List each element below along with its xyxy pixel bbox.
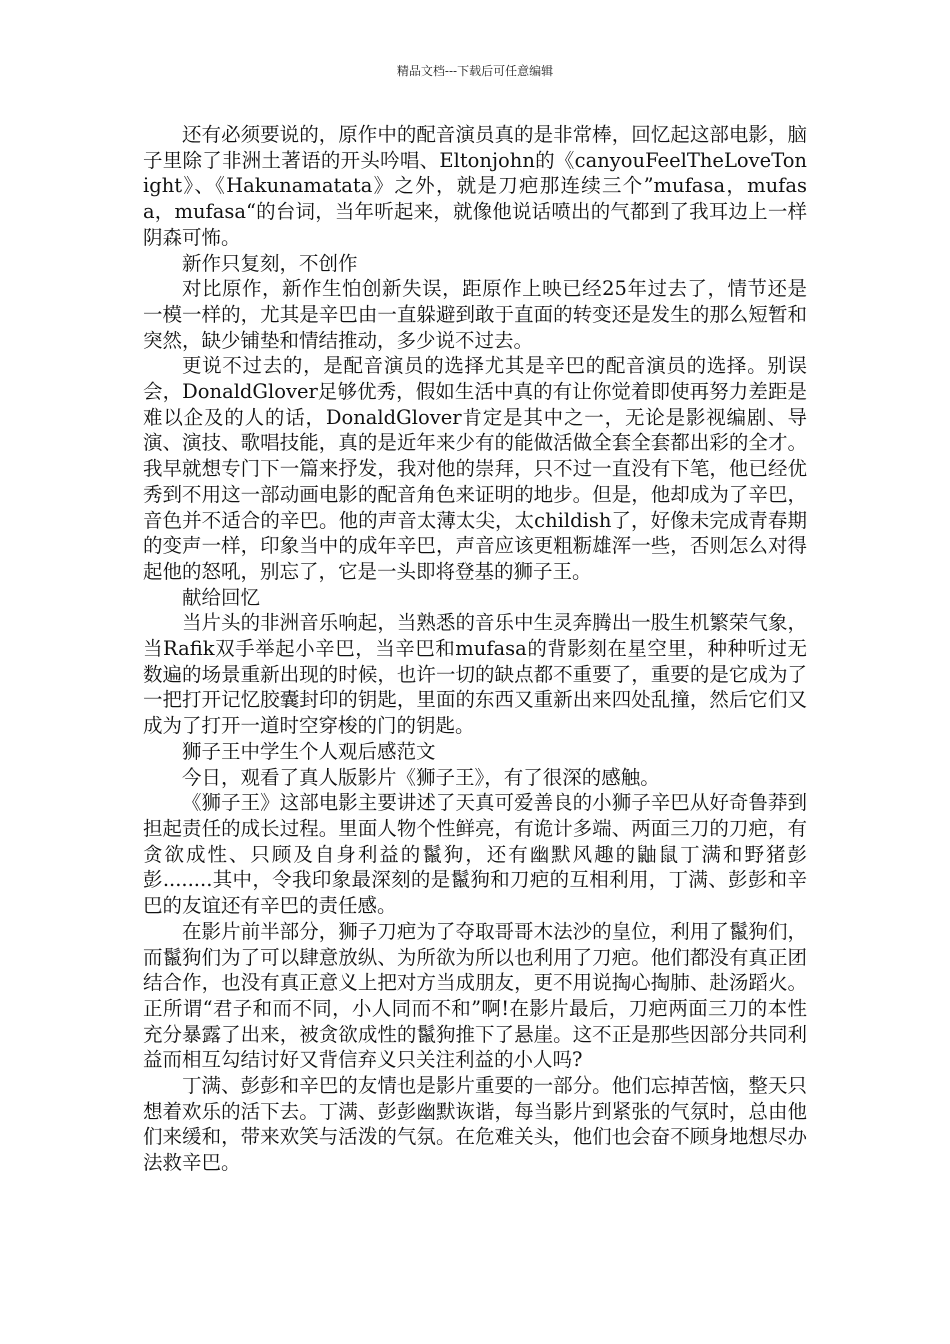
- paragraph-intro: 今日，观看了真人版影片《狮子王》，有了很深的感触。: [182, 765, 660, 789]
- paragraph-voice-actors: 还有必须要说的，原作中的配音演员真的是非常棒，回忆起这部电影，脑子里除了非洲土著语的开头吟唱、Eltonjohn的《canyouFeelTheLoveTonight》、《Hakunamatata》之外，就是刀疤那连续三个”mufasa，mufasa，mufasa“的台词，当年听起来，就像他说话喷出的气都到了我耳边上一样阴森可怖。: [143, 123, 807, 249]
- section-heading-memories: 献给回忆: [182, 585, 261, 609]
- paragraph-casting: 更说不过去的，是配音演员的选择尤其是辛巴的配音演员的选择。别误会，DonaldGlover足够优秀，假如生活中真的有让你觉着即使再努力差距是难以企及的人的话，DonaldGlover肯定是其中之一，无论是影视编剧、导演、演技、歌唱技能，真的是近年来少有的能做活做全套全套都出彩的全才。我早就想专门下一篇来抒发，我对他的崇拜，只不过一直没有下笔，他已经优秀到不用这一部动画电影的配音角色来证明的地步。但是，他却成为了辛巴，音色并不适合的辛巴。他的声音太薄太尖，太childish了，好像未完成青春期的变声一样，印象当中的成年辛巴，声音应该更粗粝雄浑一些，否则怎么对得起他的怒吼，别忘了，它是一头即将登基的狮子王。: [143, 354, 807, 583]
- paragraph-friendship: 丁满、彭彭和辛巴的友情也是影片重要的一部分。他们忘掉苦恼，整天只想着欢乐的活下去。丁满、彭彭幽默诙谐，每当影片到紧张的气氛时，总由他们来缓和，带来欢笑与活泼的气氛。在危难关头，他们也会奋不顾身地想尽办法救辛巴。: [143, 1074, 807, 1175]
- paragraph-comparison: 对比原作，新作生怕创新失误，距原作上映已经25年过去了，情节还是一模一样的，尤其是辛巴由一直躲避到敢于直面的转变还是发生的那么短暂和突然，缺少铺垫和情结推动，多少说不过去。: [143, 277, 807, 352]
- paragraph-hyenas-scar: 在影片前半部分，狮子刀疤为了夺取哥哥木法沙的皇位，利用了鬣狗们，而鬣狗们为了可以肆意放纵、为所欲为所以也利用了刀疤。他们都没有真正团结合作，也没有真正意义上把对方当成朋友，更不用说掏心掏肺、赴汤蹈火。正所谓“君子和而不同，小人同而不和”啊!在影片最后，刀疤两面三刀的本性充分暴露了出来，被贪欲成性的鬣狗推下了悬崖。这不正是那些因部分共同利益而相互勾结讨好又背信弃义只关注利益的小人吗?: [143, 919, 807, 1072]
- page-header: 精品文档---下载后可任意编辑: [396, 64, 554, 78]
- section-heading-essay: 狮子王中学生个人观后感范文: [182, 739, 436, 763]
- document-body: [143, 122, 807, 1176]
- paragraph-memories: 当片头的非洲音乐响起，当熟悉的音乐中生灵奔腾出一股生机繁荣气象，当Rafik双手举起小辛巴，当辛巴和mufasa的背影刻在星空里，种种听过无数遍的场景重新出现的时候，也许一切的缺点都不重要了，重要的是它成为了一把打开记忆胶囊封印的钥匙，里面的东西又重新出来四处乱撞，然后它们又成为了打开一道时空穿梭的门的钥匙。: [143, 611, 807, 738]
- section-heading-remake: 新作只复刻，不创作: [182, 251, 358, 275]
- paragraph-summary: 《狮子王》这部电影主要讲述了天真可爱善良的小狮子辛巴从好奇鲁莽到担起责任的成长过程。里面人物个性鲜亮，有诡计多端、两面三刀的刀疤，有贪欲成性、只顾及自身利益的鬣狗，还有幽默风趣的鼬鼠丁满和野猪彭彭........其中，令我印象最深刻的是鬣狗和刀疤的互相利用，丁满、彭彭和辛巴的友谊还有辛巴的责任感。: [143, 791, 807, 918]
